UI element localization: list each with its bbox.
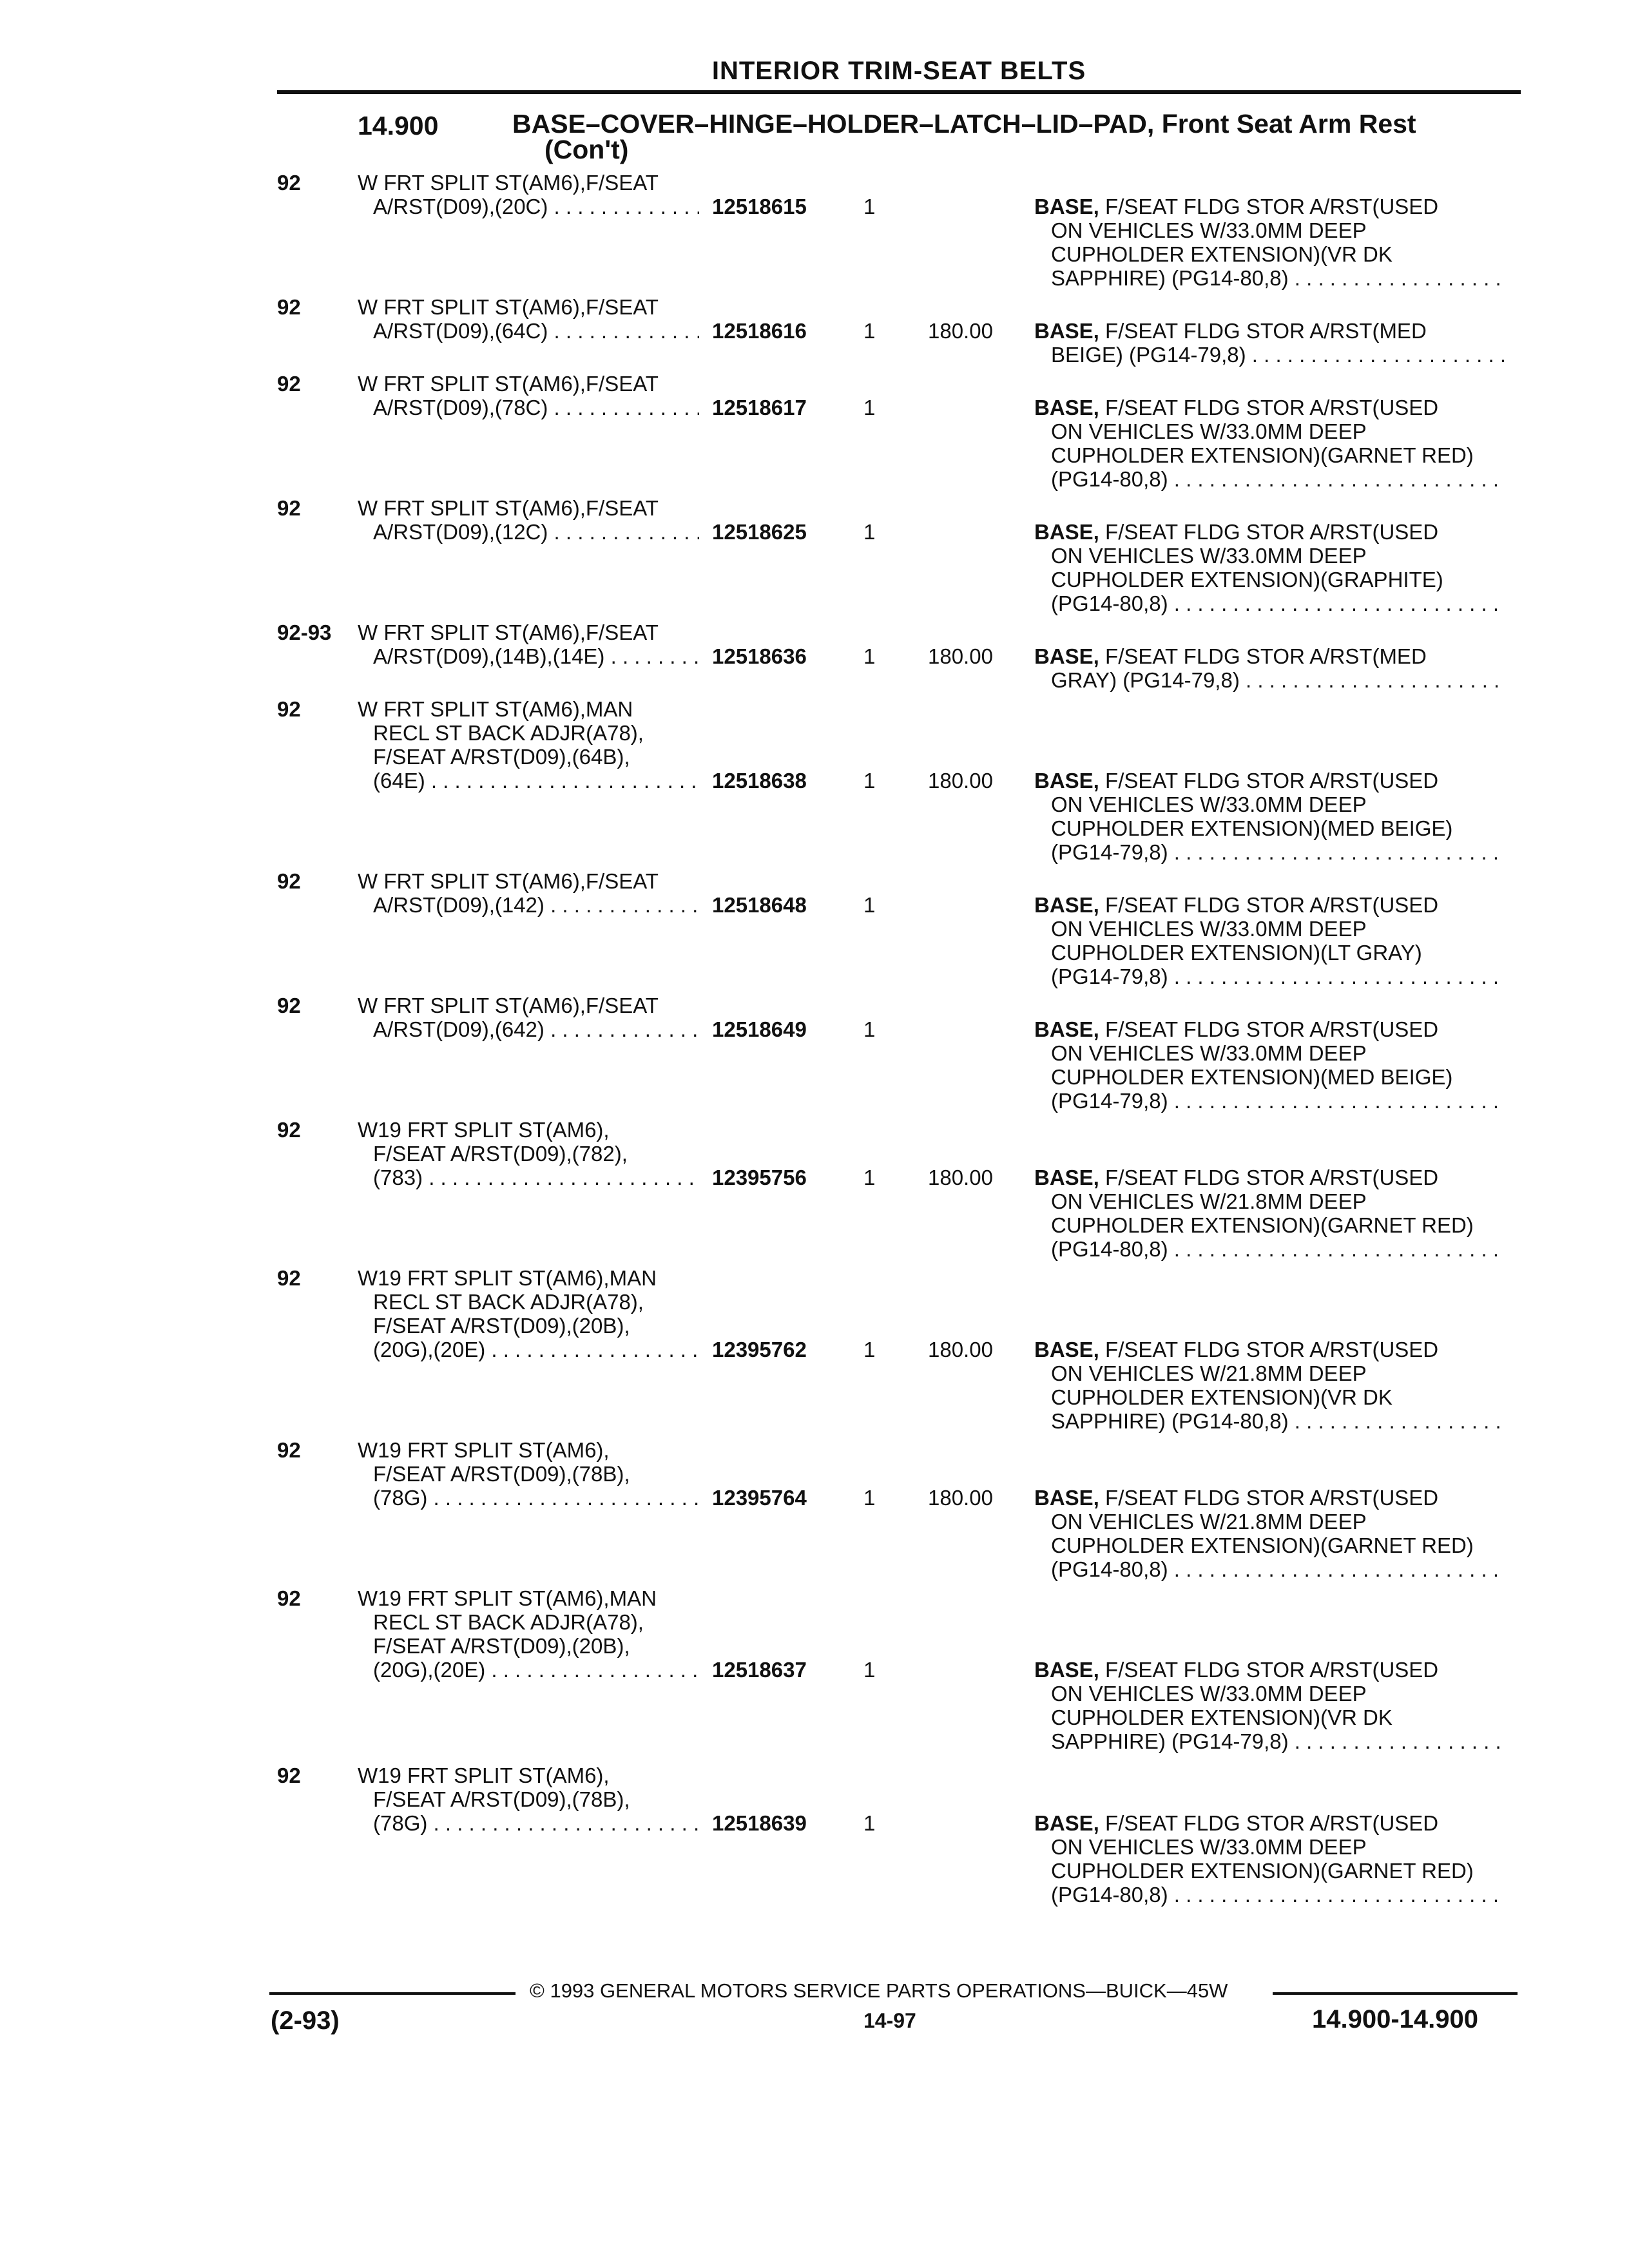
part-description-text: F/SEAT FLDG STOR A/RST(MED: [1105, 319, 1427, 343]
part-description-line: [1034, 1017, 1505, 1041]
quantity: 1: [863, 396, 876, 419]
entry-description-line: W FRT SPLIT ST(AM6),F/SEAT: [358, 869, 659, 893]
footer-page-number: 14-97: [863, 2009, 916, 2032]
part-description-line: (PG14-80,8) . . .: [1034, 1237, 1505, 1261]
part-name: BASE,: [1034, 893, 1099, 917]
part-description-line: CUPHOLDER EXTENSION)(VR DK: [1051, 1706, 1393, 1729]
quantity: 1: [863, 644, 876, 668]
part-name: BASE,: [1034, 319, 1099, 343]
entry-description-line: A/RST(D09),(64C) . . .: [358, 319, 699, 343]
part-description-line: CUPHOLDER EXTENSION)(GARNET RED): [1051, 1213, 1474, 1237]
part-number: 12518616: [712, 319, 807, 343]
entry-illustration-key: 92: [277, 697, 301, 721]
entry-description-line: RECL ST BACK ADJR(A78),: [373, 1290, 644, 1314]
part-number: 12518615: [712, 195, 807, 218]
quantity: 1: [863, 1017, 876, 1041]
entry-description: [358, 1118, 699, 1189]
part-description-text: F/SEAT FLDG STOR A/RST(USED: [1105, 195, 1439, 218]
part-description-line: [1034, 769, 1505, 793]
entry-illustration-key: 92: [277, 171, 301, 195]
part-description: [1034, 1486, 1505, 1581]
part-description-text: F/SEAT FLDG STOR A/RST(USED: [1105, 1811, 1439, 1835]
part-description-text: F/SEAT FLDG STOR A/RST(USED: [1105, 1166, 1439, 1189]
entry-description-line: W FRT SPLIT ST(AM6),F/SEAT: [358, 994, 659, 1017]
quantity: 1: [863, 1338, 876, 1361]
part-description-line: BEIGE) (PG14-79,8) . . .: [1034, 343, 1505, 367]
part-description: [1034, 644, 1505, 692]
entry-description-line: W19 FRT SPLIT ST(AM6),MAN: [358, 1266, 657, 1290]
entry-description-line: F/SEAT A/RST(D09),(64B),: [373, 745, 630, 769]
part-description-line: CUPHOLDER EXTENSION)(GARNET RED): [1051, 1533, 1474, 1557]
entry-description-line: W FRT SPLIT ST(AM6),MAN: [358, 697, 633, 721]
quantity: 1: [863, 1811, 876, 1835]
part-name: BASE,: [1034, 644, 1099, 668]
entry-description: [358, 295, 699, 343]
entry-description: [358, 1266, 699, 1361]
part-description-line: CUPHOLDER EXTENSION)(MED BEIGE): [1051, 816, 1453, 840]
part-name: BASE,: [1034, 1017, 1099, 1041]
entry-description: [358, 171, 699, 218]
part-description: [1034, 1811, 1505, 1907]
part-description-line: CUPHOLDER EXTENSION)(GARNET RED): [1051, 1859, 1474, 1883]
part-description-line: CUPHOLDER EXTENSION)(MED BEIGE): [1051, 1065, 1453, 1089]
part-description-line: ON VEHICLES W/33.0MM DEEP: [1051, 917, 1367, 941]
entry-description-line: F/SEAT A/RST(D09),(78B),: [373, 1787, 630, 1811]
parts-entry: [0, 372, 1629, 491]
part-description-line: SAPPHIRE) (PG14-79,8) . . .: [1034, 1729, 1505, 1753]
parts-entry: [0, 620, 1629, 692]
part-description-line: [1034, 1166, 1505, 1189]
entry-description-line: A/RST(D09),(642) . . .: [358, 1017, 699, 1041]
entry-description-line: W FRT SPLIT ST(AM6),F/SEAT: [358, 372, 659, 396]
entry-description-line: A/RST(D09),(78C) . . .: [358, 396, 699, 419]
entry-description-line: RECL ST BACK ADJR(A78),: [373, 721, 644, 745]
part-description-line: [1034, 396, 1505, 419]
part-description-line: (PG14-79,8) . . .: [1034, 965, 1505, 988]
part-number: 12518649: [712, 1017, 807, 1041]
entry-description: [358, 1763, 699, 1835]
part-name: BASE,: [1034, 195, 1099, 218]
part-number: 12518636: [712, 644, 807, 668]
entry-illustration-key: 92: [277, 1266, 301, 1290]
parts-entry: [0, 697, 1629, 864]
part-number: 12518639: [712, 1811, 807, 1835]
part-name: BASE,: [1034, 1338, 1099, 1361]
part-description-text: F/SEAT FLDG STOR A/RST(USED: [1105, 396, 1439, 419]
part-description: [1034, 396, 1505, 491]
entry-description-line: F/SEAT A/RST(D09),(20B),: [373, 1314, 630, 1338]
part-description-line: ON VEHICLES W/33.0MM DEEP: [1051, 1682, 1367, 1706]
parts-entry: [0, 295, 1629, 367]
part-description-line: ON VEHICLES W/21.8MM DEEP: [1051, 1189, 1367, 1213]
part-description-text: F/SEAT FLDG STOR A/RST(USED: [1105, 769, 1439, 793]
part-name: BASE,: [1034, 769, 1099, 793]
footer-section-range: 14.900-14.900: [1312, 2005, 1479, 2033]
entry-illustration-key: 92: [277, 1118, 301, 1142]
entry-description: [358, 372, 699, 419]
price: 180.00: [928, 644, 993, 668]
part-number: 12395756: [712, 1166, 807, 1189]
part-description: [1034, 520, 1505, 615]
page-header: INTERIOR TRIM-SEAT BELTS: [711, 57, 1086, 85]
footer-copyright: © 1993 GENERAL MOTORS SERVICE PARTS OPERATIONS—BUICK—45W: [530, 1979, 1228, 2002]
part-description-line: ON VEHICLES W/33.0MM DEEP: [1051, 419, 1367, 443]
section-title: [512, 111, 1416, 162]
entry-illustration-key: 92: [277, 869, 301, 893]
part-description-text: F/SEAT FLDG STOR A/RST(USED: [1105, 1486, 1439, 1510]
part-description-line: (PG14-80,8) . . .: [1034, 1883, 1505, 1907]
entry-description-line: W FRT SPLIT ST(AM6),F/SEAT: [358, 295, 659, 319]
part-number: 12395764: [712, 1486, 807, 1510]
part-description-line: (PG14-79,8) . . .: [1034, 1089, 1505, 1113]
part-description: [1034, 195, 1505, 290]
section-title-text: BASE–COVER–HINGE–HOLDER–LATCH–LID–PAD, Front Seat Arm Rest: [512, 109, 1416, 139]
price: 180.00: [928, 1166, 993, 1189]
part-number: 12518648: [712, 893, 807, 917]
part-description-text: F/SEAT FLDG STOR A/RST(USED: [1105, 893, 1439, 917]
entry-description: [358, 869, 699, 917]
entry-description-line: (20G),(20E) . . .: [358, 1658, 699, 1682]
entry-description-line: F/SEAT A/RST(D09),(20B),: [373, 1634, 630, 1658]
entry-description-line: W FRT SPLIT ST(AM6),F/SEAT: [358, 620, 659, 644]
footer-rule-right: [1273, 1992, 1518, 1995]
entry-description: [358, 1586, 699, 1682]
part-description: [1034, 893, 1505, 988]
quantity: 1: [863, 1166, 876, 1189]
part-description-line: CUPHOLDER EXTENSION)(GARNET RED): [1051, 443, 1474, 467]
header-rule: [277, 90, 1521, 94]
entry-description: [358, 620, 699, 668]
entry-description-line: (78G) . . .: [358, 1486, 699, 1510]
entry-description-line: W FRT SPLIT ST(AM6),F/SEAT: [358, 171, 659, 195]
part-description-text: F/SEAT FLDG STOR A/RST(USED: [1105, 1017, 1439, 1041]
quantity: 1: [863, 1658, 876, 1682]
part-name: BASE,: [1034, 1658, 1099, 1682]
part-description-text: F/SEAT FLDG STOR A/RST(USED: [1105, 520, 1439, 544]
part-description-line: ON VEHICLES W/33.0MM DEEP: [1051, 1835, 1367, 1859]
parts-entry: [0, 1763, 1629, 1907]
parts-entry: [0, 171, 1629, 290]
parts-entry: [0, 1438, 1629, 1581]
price: 180.00: [928, 1486, 993, 1510]
part-description-line: ON VEHICLES W/21.8MM DEEP: [1051, 1510, 1367, 1533]
part-number: 12395762: [712, 1338, 807, 1361]
part-description-line: ON VEHICLES W/33.0MM DEEP: [1051, 218, 1367, 242]
part-name: BASE,: [1034, 1486, 1099, 1510]
part-description-line: ON VEHICLES W/33.0MM DEEP: [1051, 544, 1367, 568]
part-description-line: [1034, 195, 1505, 218]
part-description-line: ON VEHICLES W/33.0MM DEEP: [1051, 1041, 1367, 1065]
part-description-line: [1034, 1486, 1505, 1510]
quantity: 1: [863, 195, 876, 218]
part-description-line: GRAY) (PG14-79,8) . . .: [1034, 668, 1505, 692]
part-description-line: (PG14-80,8) . . .: [1034, 467, 1505, 491]
part-description-line: CUPHOLDER EXTENSION)(GRAPHITE): [1051, 568, 1443, 591]
part-description-line: (PG14-80,8) . . .: [1034, 591, 1505, 615]
price: 180.00: [928, 1338, 993, 1361]
part-number: 12518638: [712, 769, 807, 793]
part-description: [1034, 319, 1505, 367]
part-description-line: (PG14-80,8) . . .: [1034, 1557, 1505, 1581]
part-description: [1034, 769, 1505, 864]
footer-rule-left: [269, 1992, 516, 1995]
entry-description-line: A/RST(D09),(20C) . . .: [358, 195, 699, 218]
entry-description-line: W19 FRT SPLIT ST(AM6),: [358, 1118, 610, 1142]
part-description-text: F/SEAT FLDG STOR A/RST(USED: [1105, 1338, 1439, 1361]
entry-illustration-key: 92-93: [277, 620, 332, 644]
parts-entry: [0, 496, 1629, 615]
entry-description: [358, 994, 699, 1041]
parts-entry: [0, 1118, 1629, 1261]
entry-illustration-key: 92: [277, 372, 301, 396]
entry-description-line: A/RST(D09),(14B),(14E) . . .: [358, 644, 699, 668]
part-description-line: [1034, 1338, 1505, 1361]
entry-description-line: (20G),(20E) . . .: [358, 1338, 699, 1361]
part-description: [1034, 1166, 1505, 1261]
entry-illustration-key: 92: [277, 295, 301, 319]
section-continued: (Con't): [545, 135, 629, 164]
entry-description-line: W19 FRT SPLIT ST(AM6),: [358, 1438, 610, 1462]
part-description-line: [1034, 1658, 1505, 1682]
entry-description-line: F/SEAT A/RST(D09),(78B),: [373, 1462, 630, 1486]
part-description-line: SAPPHIRE) (PG14-80,8) . . .: [1034, 266, 1505, 290]
part-name: BASE,: [1034, 520, 1099, 544]
part-description-line: CUPHOLDER EXTENSION)(LT GRAY): [1051, 941, 1422, 965]
entry-description-line: W19 FRT SPLIT ST(AM6),: [358, 1763, 610, 1787]
part-description-line: ON VEHICLES W/21.8MM DEEP: [1051, 1361, 1367, 1385]
part-description-line: SAPPHIRE) (PG14-80,8) . . .: [1034, 1409, 1505, 1433]
entry-illustration-key: 92: [277, 1438, 301, 1462]
entry-description-line: W FRT SPLIT ST(AM6),F/SEAT: [358, 496, 659, 520]
section-number: 14.900: [358, 111, 439, 140]
part-description-line: ON VEHICLES W/33.0MM DEEP: [1051, 793, 1367, 816]
parts-entry: [0, 869, 1629, 988]
part-description-line: CUPHOLDER EXTENSION)(VR DK: [1051, 242, 1393, 266]
entry-illustration-key: 92: [277, 1586, 301, 1610]
part-description-line: [1034, 644, 1505, 668]
quantity: 1: [863, 893, 876, 917]
parts-entry: [0, 994, 1629, 1113]
entry-description-line: (64E) . . .: [358, 769, 699, 793]
part-description-line: [1034, 1811, 1505, 1835]
part-description-line: [1034, 520, 1505, 544]
entry-description-line: A/RST(D09),(12C) . . .: [358, 520, 699, 544]
part-number: 12518637: [712, 1658, 807, 1682]
entry-description: [358, 496, 699, 544]
parts-entry: [0, 1586, 1629, 1753]
entry-description-line: A/RST(D09),(142) . . .: [358, 893, 699, 917]
quantity: 1: [863, 769, 876, 793]
entry-description: [358, 1438, 699, 1510]
part-description-text: F/SEAT FLDG STOR A/RST(MED: [1105, 644, 1427, 668]
parts-list: [0, 171, 1629, 1912]
entry-description-line: W19 FRT SPLIT ST(AM6),MAN: [358, 1586, 657, 1610]
quantity: 1: [863, 1486, 876, 1510]
part-number: 12518625: [712, 520, 807, 544]
part-description-line: CUPHOLDER EXTENSION)(VR DK: [1051, 1385, 1393, 1409]
parts-entry: [0, 1266, 1629, 1433]
part-name: BASE,: [1034, 396, 1099, 419]
entry-description-line: (783) . . .: [358, 1166, 699, 1189]
quantity: 1: [863, 319, 876, 343]
part-description: [1034, 1658, 1505, 1753]
part-name: BASE,: [1034, 1166, 1099, 1189]
entry-description: [358, 697, 699, 793]
entry-description-line: F/SEAT A/RST(D09),(782),: [373, 1142, 628, 1166]
entry-description-line: (78G) . . .: [358, 1811, 699, 1835]
part-number: 12518617: [712, 396, 807, 419]
footer-date: (2-93): [271, 2006, 340, 2035]
price: 180.00: [928, 769, 993, 793]
price: 180.00: [928, 319, 993, 343]
part-name: BASE,: [1034, 1811, 1099, 1835]
entry-illustration-key: 92: [277, 994, 301, 1017]
part-description-line: (PG14-79,8) . . .: [1034, 840, 1505, 864]
quantity: 1: [863, 520, 876, 544]
part-description-line: [1034, 319, 1505, 343]
part-description: [1034, 1017, 1505, 1113]
entry-description-line: RECL ST BACK ADJR(A78),: [373, 1610, 644, 1634]
part-description-line: [1034, 893, 1505, 917]
part-description: [1034, 1338, 1505, 1433]
part-description-text: F/SEAT FLDG STOR A/RST(USED: [1105, 1658, 1439, 1682]
entry-illustration-key: 92: [277, 1763, 301, 1787]
entry-illustration-key: 92: [277, 496, 301, 520]
